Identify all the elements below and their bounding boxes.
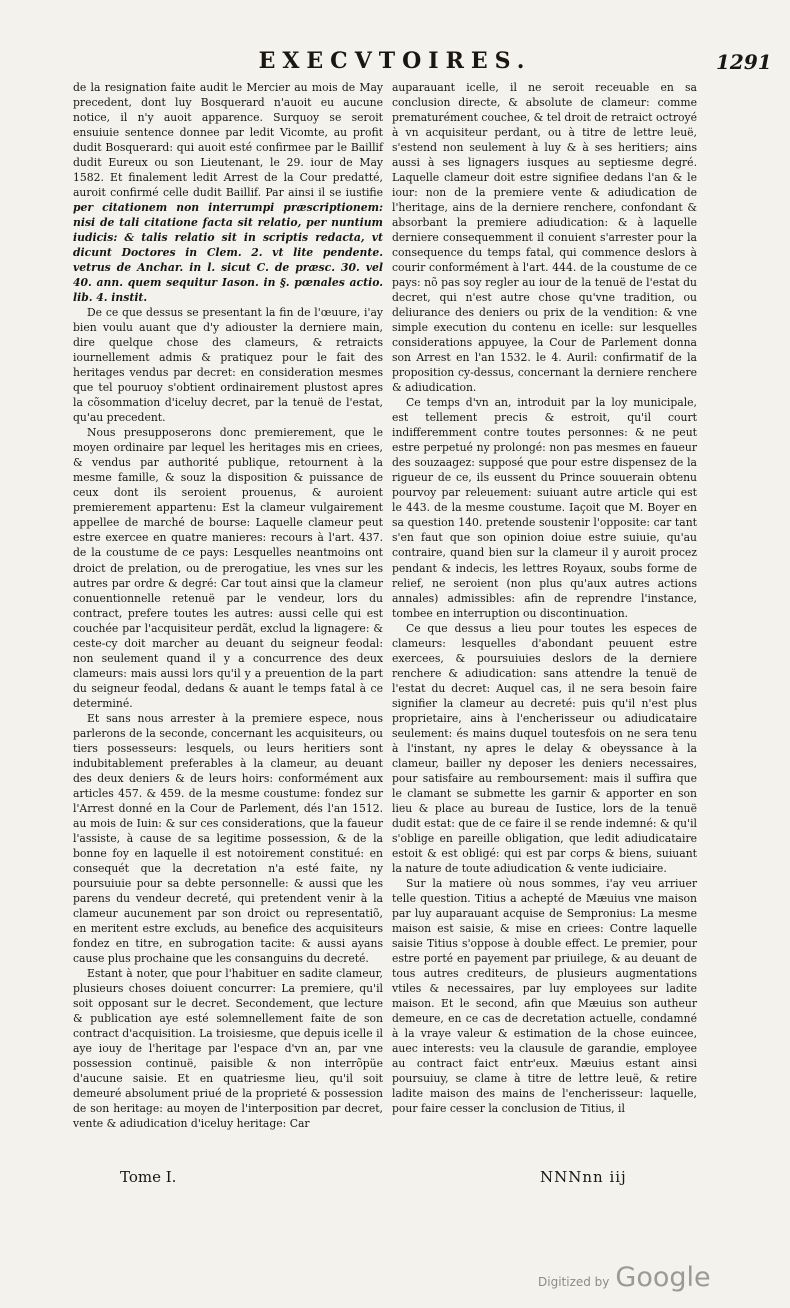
right-column [392,80,697,1116]
volume-label: Tome I. [120,1168,177,1186]
left-paragraph-5: Estant à noter, que pour l'habituer en sadite clameur, plusieurs choses doiuent concurrer: La premiere, qu'il soit opposant sur le decret. Secondement, que lecture & publication aye esté solemnellement faite de son contract d'acquisition. La troisiesme, que depuis icelle il aye iouy de l'heritage par l'espace d'vn an, par vne possession continuë, paisible & non interrõpüe d'aucune saisie. Et en quatriesme lieu, qu'il soit demeuré absolument priué de la proprieté & possession de son heritage: au moyen de l'interposition par decret, vente & adiudication d'iceluy heritage: Car [73,966,383,1131]
left-paragraph-4: Et sans nous arrester à la premiere espece, nous parlerons de la seconde, concernant les acquisiteurs, ou tiers possesseurs: lesquels, ou leurs heritiers sont indubitablement preferables à la clameur, au deuant des deux deniers & de leurs hoirs: conformément aux articles 457. & 459. de la mesme coustume: fondez sur l'Arrest donné en la Cour de Parlement, dés l'an 1512. au mois de Iuin: & sur ces considerations, que la faueur l'assiste, à cause de sa legitime possession, & de la bonne foy en laquelle il est notoirement constitué: en consequét que la decretation n'a esté faite, ny poursuiuie pour sa debte personnelle: & aussi que les parens du vendeur decreté, qui pretendent venir à la clameur aucunement par son droict ou representatiõ, en meritent estre excluds, au benefice des acquisiteurs fondez en titre, en subrogation tacite: & aussi ayans cause plus prochaine que les consanguins du decreté. [73,711,383,965]
right-paragraph-3: Ce que dessus a lieu pour toutes les especes de clameurs: lesquelles d'abondant peuuent estre exercees, & poursuiuies deslors de la derniere renchere & adiudication: sans attendre la tenuë de l'estat du decret: Auquel cas, il ne sera besoin faire signifier la clameur au decreté: puis qu'il n'est plus proprietaire, ains à l'encherisseur ou adiudicataire seulement: és mains duquel toutesfois on ne sera tenu à l'instant, ny apres le delay & obeyssance à la clameur, bailler ny deposer les deniers necessaires, pour satisfaire au remboursement: mais il suffira que le clamant se submette les garnir & apporter en son lieu & place au bureau de Iustice, lors de la tenuë dudit estat: que de ce faire il se rende indemné: & qu'il s'oblige en pareille obligation, que ledit adiudicataire estoit & est obligé: qui est par corps & biens, suiuant la nature de toute adiudication & vente iudiciaire. [392,621,697,875]
latin-citation: per citationem non interrumpi præscriptionem: nisi de tali citatione facta sit relatio, per nuntium iudicis: & talis relatio sit in scriptis redacta, vt dicunt Doctores in Clem. 2. vt lite pendente. vetrus de Anchar. in l. sicut C. de præsc. 30. vel 40. ann. quem sequitur Iason. in §. pœnales actio. lib. 4. instit. [73,201,383,305]
google-logo: Google [615,1262,711,1293]
digitized-watermark [538,1262,711,1293]
signature-mark: NNNnn iij [540,1168,627,1186]
left-column [73,80,383,1131]
running-header-title: EXECVTOIRES. [258,48,532,74]
right-paragraph-1: auparauant icelle, il ne seroit receuable en sa conclusion directe, & absolute de clameur: comme prematurément couchee, & tel droit de retraict octroyé à vn acquisiteur perdant, ou à titre de lettre leuë, s'estend non seulement à luy & à ses heritiers; ains aussi à ses lignagers iusques au septiesme degré. Laquelle clameur doit estre signifiee dedans l'an & le iour: non de la premiere vente & adiudication de l'heritage, ains de la derniere renchere, confondant & absorbant la premiere adiudication: & à laquelle derniere consequemment il conuient s'arrester pour la consequence du temps fatal, qui commence deslors à courir conformément à l'art. 444. de la coustume de ce pays: nõ pas soy regler au iour de la tenuë de l'estat du decret, qui n'est autre chose qu'vne tradition, ou deliurance des deniers ou prix de la vendition: & vne simple execution du contenu en icelle: sur lesquelles considerations appuyee, la Cour de Parlement donna son Arrest en l'an 1532. le 4. Auril: confirmatif de la proposition cy-dessus, concernant la derniere renchere & adiudication. [392,81,697,395]
right-paragraph-2: Ce temps d'vn an, introduit par la loy municipale, est tellement precis & estroit, qu'il court indifferemment contre toutes personnes: & ne peut estre perpetué ny prolongé: non pas mesmes en faueur des souzaagez: supposé que pour estre dispensez de la rigueur de ce, ils eussent du Prince souuerain obtenu pourvoy par releuement: suiuant autre article qui est le 443. de la mesme coustume. Iaçoit que M. Boyer en sa question 140. pretende soustenir l'opposite: car tant s'en faut que son opinion doiue estre suiuie, qu'au contraire, quand bien sur la clameur il y auroit procez pendant & indecis, les lettres Royaux, soubs forme de relief, ne seroient (non plus qu'aux autres actions annales) admissibles: afin de reprendre l'instance, tombee en interruption ou discontinuation. [392,396,697,620]
left-paragraph-3: Nous presupposerons donc premierement, que le moyen ordinaire par lequel les heritages mis en criees, & vendus par authorité publique, retournent à la mesme famille, & souz la disposition & puissance de ceux dont ils seroient prouenus, & auroient premierement appartenu: Est la clameur vulgairement appellee de marché de bourse: Laquelle clameur peut estre exercee en quatre manieres: recours à l'art. 437. de la coustume de ce pays: Lesquelles neantmoins ont droict de prelation, ou de prerogatiue, les vnes sur les autres par ordre & degré: Car tout ainsi que la clameur conuentionnelle retenuë par le vendeur, lors du contract, prefere toutes les autres: aussi celle qui est couchée par l'acquisiteur perdãt, exclud la lignagere: & ceste-cy doit marcher au deuant du seigneur feodal: non seulement quand il y a concurrence des deux clameurs: mais aussi lors qu'il y a preuention de la part du seigneur feodal, dedans & auant le temps fatal à ce determiné. [73,426,383,710]
watermark-prefix: Digitized by [538,1275,610,1289]
left-paragraph-1 [73,80,383,305]
right-paragraph-4: Sur la matiere où nous sommes, i'ay veu arriuer telle question. Titius a achepté de Mæuius vne maison par luy auparauant acquise de Sempronius: La mesme maison est saisie, & mise en criees: Contre laquelle saisie Titius s'oppose à double effect. Le premier, pour estre porté en payement par priuilege, & au deuant de tous autres crediteurs, de plusieurs augmentations vtiles & necessaires, par luy employees sur ladite maison. Et le second, afin que Mæuius son autheur demeure, en ce cas de decretation actuelle, condamné à la vraye valeur & estimation de la chose euincee, auec interests: veu la clausule de garandie, employee au contract faict entr'eux. Mæuius estant ainsi poursuiuy, se clame à titre de lettre leuë, & retire ladite maison des mains de l'encherisseur: laquelle, pour faire cesser la conclusion de Titius, il [392,876,697,1116]
page-number: 1291 [716,50,772,74]
left-paragraph-1-text: de la resignation faite audit le Mercier au mois de May precedent, dont luy Bosquerard n'auoit eu aucune notice, il n'y auoit apparence. Surquoy se seroit ensuiuie sentence donnee par ledit Vicomte, au profit dudit Bosquerard: qui auoit esté confirmee par le Baillif dudit Eureux ou son Lieutenant, le 29. iour de May 1582. Et finalement ledit Arrest de la Cour predatté, auroit confirmé celle dudit Baillif. Par ainsi il se iustifie [73,81,383,200]
left-paragraph-2: De ce que dessus se presentant la fin de l'œuure, i'ay bien voulu auant que d'y adiouster la derniere main, dire quelque chose des clameurs, & retraicts iournellement admis & pratiquez pour le fait des heritages vendus par decret: en consideration mesmes que tel pouruoy s'obtient ordinairement plustost apres la cõsommation d'iceluy decret, par la tenuë de l'estat, qu'au precedent. [73,306,383,425]
